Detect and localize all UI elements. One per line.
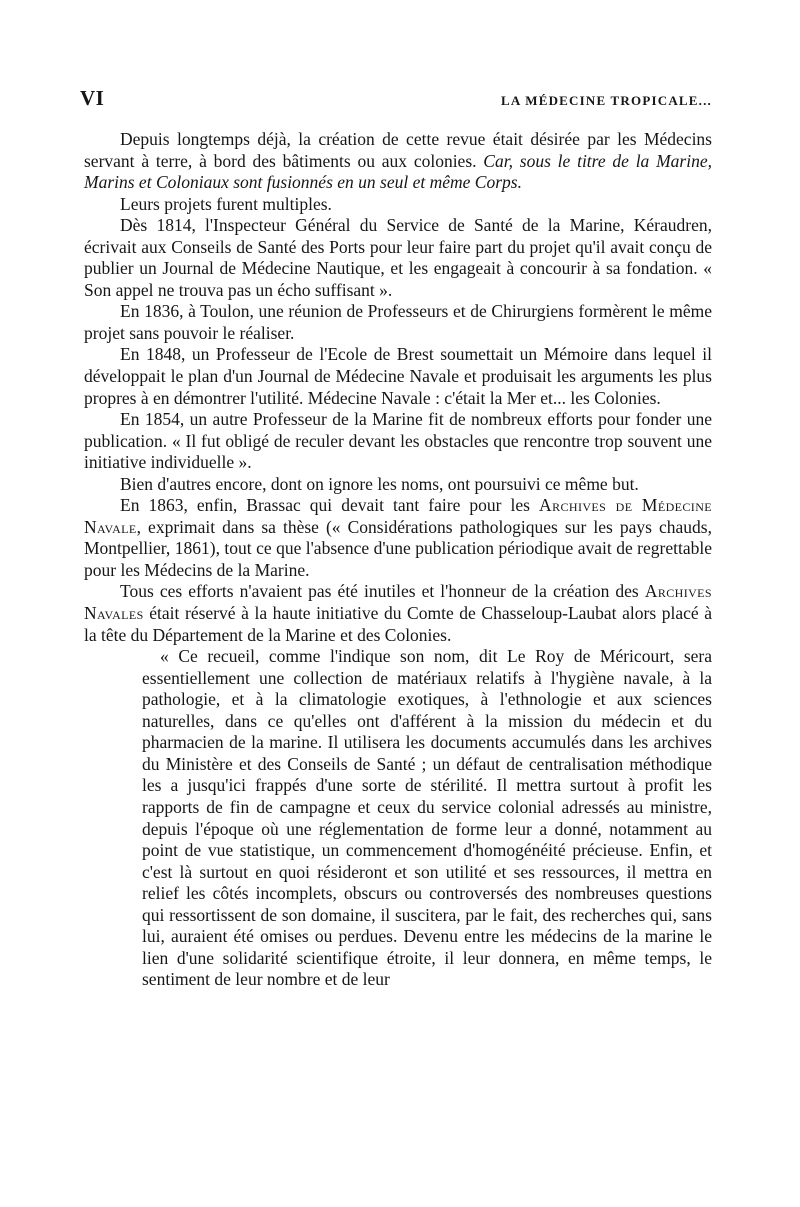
creation-text: Tous ces efforts n'avaient pas été inutiles et l'honneur de la création des bbox=[120, 581, 645, 602]
paragraph-intro bbox=[84, 129, 712, 194]
brassac-text: En 1863, enfin, Brassac qui devait tant faire pour les bbox=[120, 495, 540, 516]
paragraph-1863 bbox=[84, 495, 712, 581]
paragraph-projects: Leurs projets furent multiples. bbox=[120, 193, 332, 214]
body-text bbox=[84, 129, 712, 991]
paragraph-creation bbox=[84, 581, 712, 646]
running-header bbox=[80, 86, 712, 111]
paragraph-1854: En 1854, un autre Professeur de la Marine fit de nombreux efforts pour fonder une publication. « Il fut obligé de reculer devant les obstacles que rencontre trop souvent une initiative individuelle ». bbox=[84, 409, 712, 473]
running-title: LA MÉDECINE TROPICALE... bbox=[501, 93, 712, 108]
paragraph-1848: En 1848, un Professeur de l'Ecole de Brest soumettait un Mémoire dans lequel il développait le plan d'un Journal de Médecine Navale et produisait les arguments les plus propres à en démontrer l'utilité. Médecine Navale : c'était la Mer et... les Colonies. bbox=[84, 344, 712, 408]
paragraph-others: Bien d'autres encore, dont on ignore les noms, ont poursuivi ce même but. bbox=[120, 473, 639, 494]
paragraph-1836: En 1836, à Toulon, une réunion de Professeurs et de Chirurgiens formèrent le même projet sans pouvoir le réaliser. bbox=[84, 301, 712, 343]
quote-le-roy-de-mericourt: « Ce recueil, comme l'indique son nom, dit Le Roy de Méricourt, sera essentiellement une collection de matériaux relatifs à l'hygiène navale, à la pathologie, et à la climatologie exotiques, à l'ethnologie et aux sciences naturelles, dans ce qu'elles ont d'afférent à la mission du médecin et du pharmacien de la marine. Il utilisera les documents accumulés dans les archives du Ministère et des Conseils de Santé ; un défaut de centralisation méthodique les a jusqu'ici frappés d'une sorte de stérilité. Il mettra surtout à profit les rapports de fin de campagne et ceux du service colonial adressés au ministre, depuis l'époque où une réglementation de forme leur a donné, notamment au point de vue statistique, un commencement d'homogénéité précieuse. Enfin, et c'est là surtout en quoi résideront et son utilité et ses ressources, il mettra en relief les côtés incomplets, obscurs ou controversés des nombreuses questions qui ressortissent de son domaine, il suscitera, par le fait, des recherches qui, sans lui, auraient été omises ou perdues. Devenu entre les médecins de la marine le lien d'une solidarité scientifique étroite, il leur donnera, en même temps, le sentiment de leur nombre et de leur bbox=[142, 646, 712, 990]
intro-italic-text: Car, sous le titre de la Marine, Marins et Coloniaux sont fusionnés en un seul et même Corps. bbox=[84, 150, 712, 193]
creation-text-end: était réservé à la haute initiative du Comte de Chasseloup-Laubat alors placé à la tête du Département de la Marine et des Colonies. bbox=[84, 603, 712, 645]
brassac-text-end: , exprimait dans sa thèse (« Considérations pathologiques sur les pays chauds, Montpellier, 1861), tout ce que l'absence d'une publication périodique avait de regrettable pour les Médecins de la Marine. bbox=[84, 516, 712, 580]
paragraph-1814: Dès 1814, l'Inspecteur Général du Service de Santé de la Marine, Kéraudren, écrivait aux Conseils de Santé des Ports pour leur faire part du projet qu'il avait conçu de publier un Journal de Médecine Nautique, et les engageait à concourir à sa fondation. « Son appel ne trouva pas un écho suffisant ». bbox=[84, 215, 712, 300]
intro-text: Depuis longtemps déjà, la création de cette revue était désirée par les Médecins servant à terre, à bord des bâtiments ou aux colonies. bbox=[84, 129, 712, 171]
page-number: VI bbox=[80, 86, 105, 110]
archives-medecine-navale: Archives de Médecine Navale bbox=[84, 495, 712, 537]
archives-navales: Archives Navales bbox=[84, 581, 712, 624]
